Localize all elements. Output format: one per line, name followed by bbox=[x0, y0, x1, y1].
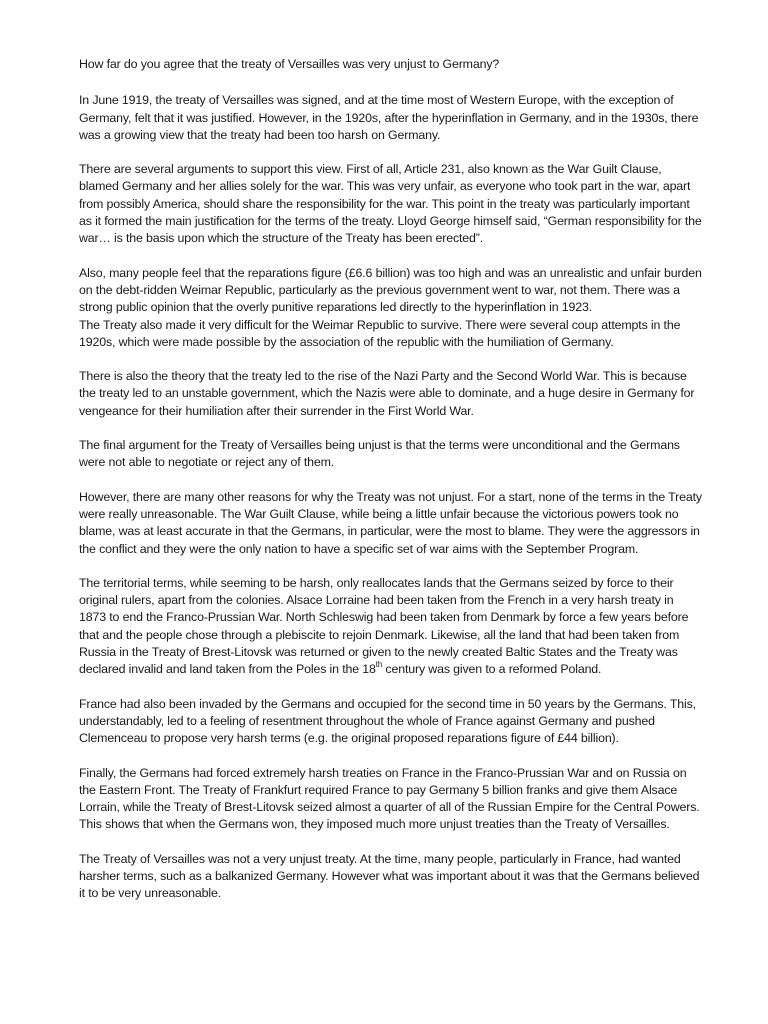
paragraph-conclusion: The Treaty of Versailles was not a very unjust treaty. At the time, many people, particularly in France, had wanted harsher terms, such as a balkanized Germany. However what was important about it was that the Germans believed it to be very unreasonable. bbox=[79, 851, 700, 901]
paragraph-weimar: The Treaty also made it very difficult for the Weimar Republic to survive. There were several coup attempts in the 1920s, which were made possible by the association of the republic with the humiliation of Germany. bbox=[79, 317, 681, 349]
paragraph-war-guilt: There are several arguments to support this view. First of all, Article 231, also known as the War Guilt Clause, blamed Germany and her allies solely for the war. This was very unfair, as everyone who took part in the war, apart from possibly America, should share the responsibility for the war. This point in the treaty was particularly important as it formed the main justification for the terms of the treaty. Lloyd George himself said, “German responsibility for the war… is the basis upon which the structure of the Treaty has been erected”. bbox=[79, 162, 702, 246]
ordinal-superscript: th bbox=[375, 660, 383, 670]
territorial-text-end: century was given to a reformed Poland. bbox=[382, 662, 602, 677]
paragraph-counter-argument: However, there are many other reasons for why the Treaty was not unjust. For a start, none of the terms in the Treaty were really unreasonable. The War Guilt Clause, while being a little unfair because the victorious powers took no blame, was at least accurate in that the Germans, in particular, were the most to blame. They were the aggressors in the conflict and they were the only nation to have a specific set of war aims with the September Program. bbox=[79, 489, 702, 556]
document-page bbox=[79, 56, 703, 920]
paragraph-reparations: Also, many people feel that the reparations figure (£6.6 billion) was too high and was an unrealistic and unfair burden on the debt-ridden Weimar Republic, particularly as the previous government went to war, not them. There was a strong public opinion that the overly punitive reparations led directly to the hyperinflation in 1923. bbox=[79, 265, 702, 315]
paragraph-nazi-rise: There is also the theory that the treaty led to the rise of the Nazi Party and the Second World War. This is because the treaty led to an unstable government, which the Nazis were able to dominate, and a huge desire in Germany for vengeance for their humiliation after their surrender in the First World War. bbox=[79, 369, 695, 418]
paragraph-unconditional-terms: The final argument for the Treaty of Versailles being unjust is that the terms were unconditional and the Germans were not able to negotiate or reject any of them. bbox=[79, 438, 680, 470]
paragraph-territorial-terms bbox=[79, 575, 703, 679]
paragraph-german-treaties: Finally, the Germans had forced extremely harsh treaties on France in the Franco-Prussian War and on Russia on the Eastern Front. The Treaty of Frankfurt required France to pay Germany 5 billion franks and give them Alsace Lorrain, while the Treaty of Brest-Litovsk seized almost a quarter of all of the Russian Empire for the Central Powers. This shows that when the Germans won, they imposed much more unjust treaties than the Treaty of Versailles. bbox=[79, 765, 700, 832]
paragraph-introduction: In June 1919, the treaty of Versailles was signed, and at the time most of Western Europe, with the exception of Germany, felt that it was justified. However, in the 1920s, after the hyperinflation in Germany, and in the 1930s, there was a growing view that the treaty had been too harsh on Germany. bbox=[79, 93, 699, 142]
essay-question: How far do you agree that the treaty of Versailles was very unjust to Germany? bbox=[79, 57, 500, 71]
territorial-text: The territorial terms, while seeming to be harsh, only reallocates lands that the Germans seized by force to their original rulers, apart from the colonies. Alsace Lorraine had been taken from the French in a very harsh treaty in 1873 to end the Franco-Prussian War. North Schleswig had been taken from Denmark by force a few years before that and the people chose through a plebiscite to rejoin Denmark. Likewise, all the land that had been taken from Russia in the Treaty of Brest-Litovsk was returned or given to the newly created Baltic States and the Treaty was declared invalid and land taken from the Poles in the 18 bbox=[79, 575, 689, 677]
paragraph-france-invaded: France had also been invaded by the Germans and occupied for the second time in 50 years by the Germans. This, understandably, led to a feeling of resentment throughout the whole of France against Germany and pushed Clemenceau to propose very harsh terms (e.g. the original proposed reparations figure of £44 billion). bbox=[79, 696, 696, 746]
